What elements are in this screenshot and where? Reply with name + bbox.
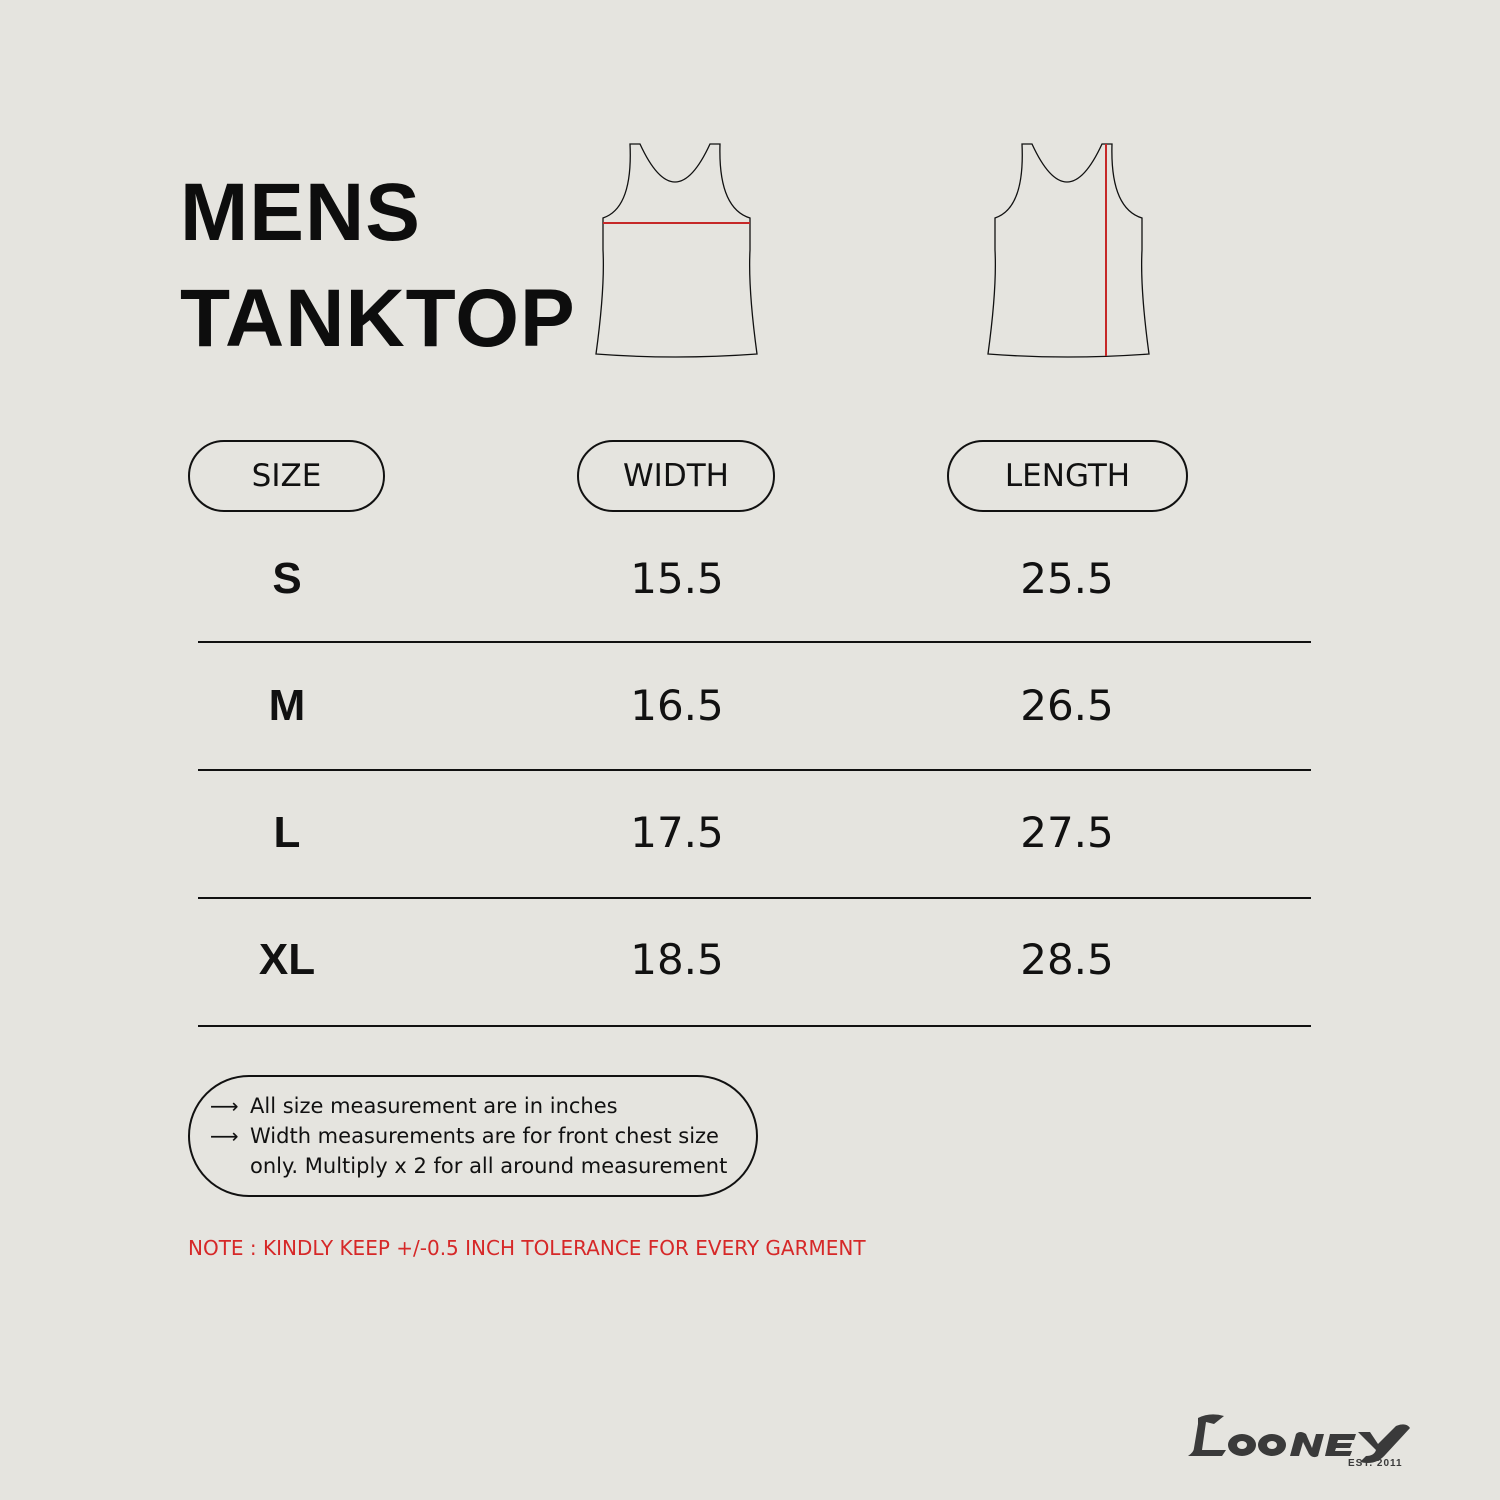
row-divider [198, 897, 1311, 899]
size-cell: XL [258, 935, 316, 984]
width-cell: 16.5 [630, 681, 724, 730]
arrow-right-icon: ⟶ [210, 1124, 239, 1148]
length-cell: 27.5 [1020, 808, 1114, 857]
header-size: SIZE [188, 440, 385, 512]
tolerance-note: NOTE : KINDLY KEEP +/-0.5 INCH TOLERANCE FOR EVERY GARMENT [188, 1236, 866, 1260]
header-length: LENGTH [947, 440, 1188, 512]
tanktop-width-diagram [590, 138, 760, 360]
length-cell: 25.5 [1020, 554, 1114, 603]
note-line: ⟶ Width measurements are for front chest size [190, 1121, 756, 1151]
table-row [0, 549, 1500, 609]
table-row [0, 803, 1500, 863]
brand-logo [1180, 1410, 1465, 1470]
table-row [0, 930, 1500, 990]
size-cell: M [268, 681, 306, 730]
row-divider [198, 769, 1311, 771]
page-title [180, 160, 576, 372]
row-divider [198, 641, 1311, 643]
arrow-right-icon: ⟶ [210, 1094, 239, 1118]
svg-text:EST. 2011: EST. 2011 [1348, 1458, 1403, 1469]
tanktop-length-diagram [982, 138, 1152, 360]
header-width: WIDTH [577, 440, 775, 512]
size-cell: L [273, 808, 301, 857]
width-cell: 15.5 [630, 554, 724, 603]
table-row [0, 676, 1500, 736]
note-line-continued: only. Multiply x 2 for all around measurement [250, 1154, 728, 1178]
title-line-2: TANKTOP [180, 273, 576, 364]
note-line: ⟶ All size measurement are in inches [190, 1091, 756, 1121]
row-divider [198, 1025, 1311, 1027]
measurement-notes [188, 1075, 758, 1197]
length-cell: 26.5 [1020, 681, 1114, 730]
width-cell: 17.5 [630, 808, 724, 857]
length-cell: 28.5 [1020, 935, 1114, 984]
size-cell: S [272, 554, 302, 603]
title-line-1: MENS [180, 167, 421, 258]
width-cell: 18.5 [630, 935, 724, 984]
